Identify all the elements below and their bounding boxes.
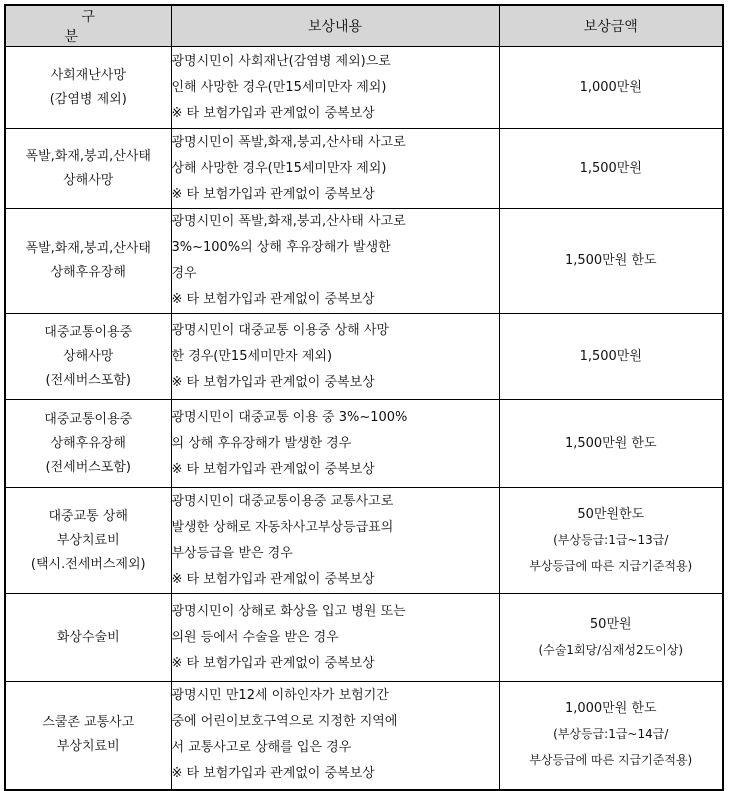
row-content: 광명시민이 폭발,화재,붕괴,산사태 사고로 상해 사망한 경우(만15세미만자 제외) ※ 타 보험가입과 관계없이 중복보상 [171,129,499,209]
row-content: 광명시민이 대중교통이용중 교통사고로 발생한 상해로 자동차사고부상등급표의 부상등급을 받은 경우 ※ 타 보험가입과 관계없이 중복보상 [171,488,499,594]
row-amount: 1,000만원 [499,47,723,129]
benefit-table [4,4,724,791]
row-amount: 1,500만원 한도 [499,209,723,314]
table-row [5,400,723,488]
row-content: 광명시민이 폭발,화재,붕괴,산사태 사고로 3%~100%의 상해 후유장해가 발생한 경우 ※ 타 보험가입과 관계없이 중복보상 [171,209,499,314]
table-header-row [5,5,723,47]
table-row [5,594,723,682]
row-category: 폭발,화재,붕괴,산사태 상해사망 [5,129,171,209]
row-category: 화상수술비 [5,594,171,682]
table-row [5,314,723,400]
row-content: 광명시민 만12세 이하인자가 보험기간 중에 어린이보호구역으로 지정한 지역에 서 교통사고로 상해를 입은 경우 ※ 타 보험가입과 관계없이 중복보상 [171,682,499,790]
table-row [5,209,723,314]
row-content: 광명시민이 사회재난(감염병 제외)으로 인해 사망한 경우(만15세미만자 제외) ※ 타 보험가입과 관계없이 중복보상 [171,47,499,129]
row-content: 광명시민이 대중교통 이용중 상해 사망 한 경우(만15세미만자 제외) ※ 타 보험가입과 관계없이 중복보상 [171,314,499,400]
row-content: 광명시민이 대중교통 이용 중 3%~100% 의 상해 후유장해가 발생한 경우 ※ 타 보험가입과 관계없이 중복보상 [171,400,499,488]
row-content: 광명시민이 상해로 화상을 입고 병원 또는 의원 등에서 수술을 받은 경우 ※ 타 보험가입과 관계없이 중복보상 [171,594,499,682]
row-category: 대중교통 상해 부상치료비 (택시.전세버스제외) [5,488,171,594]
row-amount: 1,500만원 [499,129,723,209]
table-row [5,129,723,209]
row-amount: 1,500만원 [499,314,723,400]
row-amount: 50만원 (수술1회당/심재성2도이상) [499,594,723,682]
table-row [5,47,723,129]
row-category: 대중교통이용중 상해후유장해 (전세버스포함) [5,400,171,488]
header-category: 구 분 [5,5,171,47]
row-amount: 1,500만원 한도 [499,400,723,488]
row-category: 폭발,화재,붕괴,산사태 상해후유장해 [5,209,171,314]
row-amount: 50만원한도 (부상등급:1급~13급/ 부상등급에 따른 지급기준적용) [499,488,723,594]
header-content: 보상내용 [171,5,499,47]
row-amount: 1,000만원 한도 (부상등급:1급~14급/ 부상등급에 따른 지급기준적용) [499,682,723,790]
table-row [5,488,723,594]
row-category: 대중교통이용중 상해사망 (전세버스포함) [5,314,171,400]
row-category: 스쿨존 교통사고 부상치료비 [5,682,171,790]
table-row [5,682,723,790]
header-amount: 보상금액 [499,5,723,47]
row-category: 사회재난사망 (감염병 제외) [5,47,171,129]
